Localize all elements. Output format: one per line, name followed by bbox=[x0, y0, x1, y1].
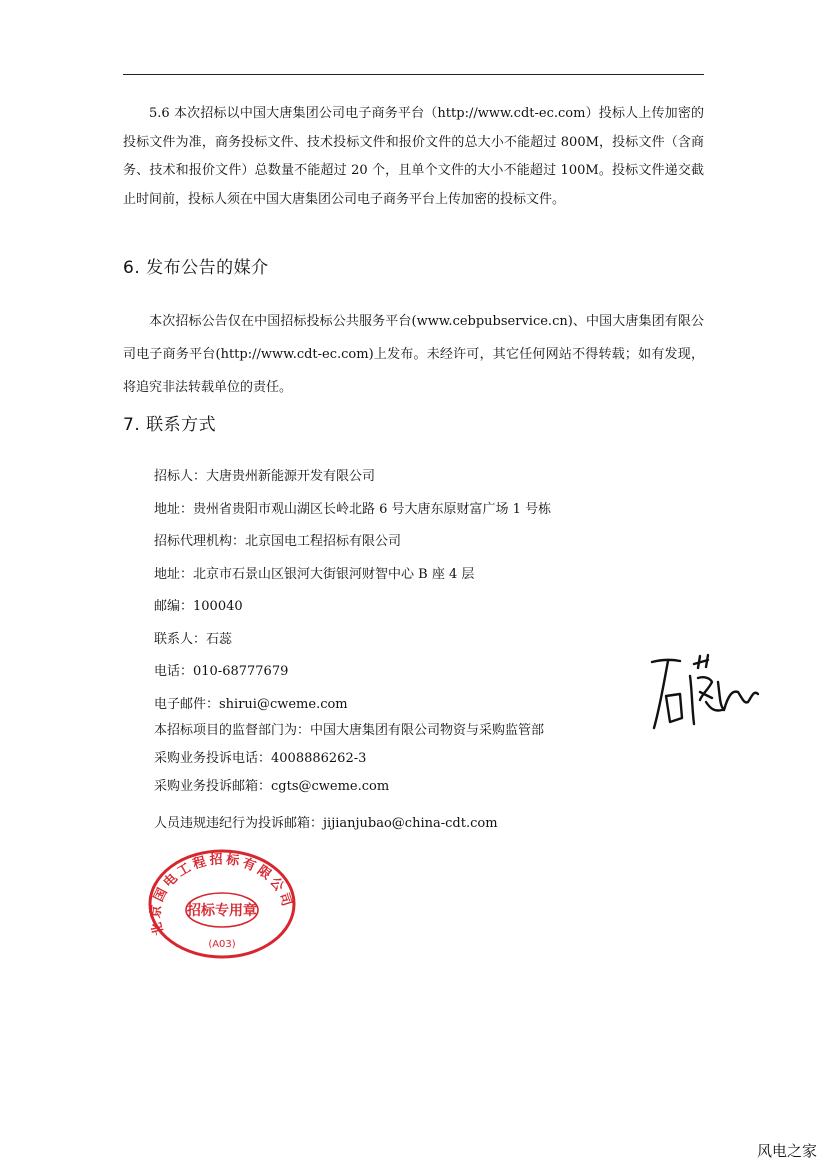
violation-email-line: 人员违规违纪行为投诉邮箱：jijianjubao@china-cdt.com bbox=[154, 816, 498, 831]
seal-outer-text: 北京国电工程招标有限公司 bbox=[148, 852, 295, 938]
supervisor-line: 本招标项目的监督部门为：中国大唐集团有限公司物资与采购监管部 bbox=[154, 723, 545, 738]
complaint-phone-line: 采购业务投诉电话：4008886262-3 bbox=[154, 751, 367, 766]
complaint-email-line: 采购业务投诉邮箱：cgts@cweme.com bbox=[154, 779, 390, 794]
section-7-heading: 7. 联系方式 bbox=[123, 415, 217, 435]
section-6-paragraph bbox=[123, 305, 704, 404]
postcode-line: 邮编：100040 bbox=[154, 599, 243, 614]
official-seal bbox=[147, 848, 297, 960]
svg-text:北京国电工程招标有限公司 bbox=[147, 851, 295, 937]
agency-address-line: 地址：北京市石景山区银河大街银河财智中心 B 座 4 层 bbox=[154, 567, 475, 582]
seal-inner-text: 招标专用章 bbox=[187, 903, 257, 919]
tenderer-address-line: 地址：贵州省贵阳市观山湖区长岭北路 6 号大唐东原财富广场 1 号栋 bbox=[154, 502, 552, 517]
phone-line: 电话：010-68777679 bbox=[154, 664, 289, 679]
email-line: 电子邮件：shirui@cweme.com bbox=[154, 697, 348, 712]
section-6-heading: 6. 发布公告的媒介 bbox=[123, 258, 269, 278]
section-6-text: 本次招标公告仅在中国招标投标公共服务平台(www.cebpubservice.cn)、中国大唐集团有限公司电子商务平台(http://www.cdt-ec.com)上发布。未经许可，其它任何网站不得转载；如有发现，将追究非法转载单位的责任。 bbox=[123, 314, 704, 395]
contact-line: 联系人：石蕊 bbox=[154, 632, 233, 647]
tenderer-line: 招标人：大唐贵州新能源开发有限公司 bbox=[154, 469, 376, 484]
seal-code-text: (A03) bbox=[208, 939, 236, 950]
section-5-6-text: 5.6 本次招标以中国大唐集团公司电子商务平台（http://www.cdt-ec.com）投标人上传加密的投标文件为准，商务投标文件、技术投标文件和报价文件的总大小不能超过 800M，投标文件（含商务、技术和报价文件）总数量不能超过 20 个，且单个文件的大小不能超过 100M。投标文件递交截止时间前，投标人须在中国大唐集团公司电子商务平台上传加密的投标文件。 bbox=[123, 106, 704, 207]
agency-line: 招标代理机构：北京国电工程招标有限公司 bbox=[154, 534, 402, 549]
section-5-6-paragraph bbox=[123, 100, 704, 214]
watermark-text: 风电之家 bbox=[756, 1142, 817, 1160]
header-rule bbox=[123, 74, 704, 75]
handwritten-signature bbox=[648, 652, 760, 732]
